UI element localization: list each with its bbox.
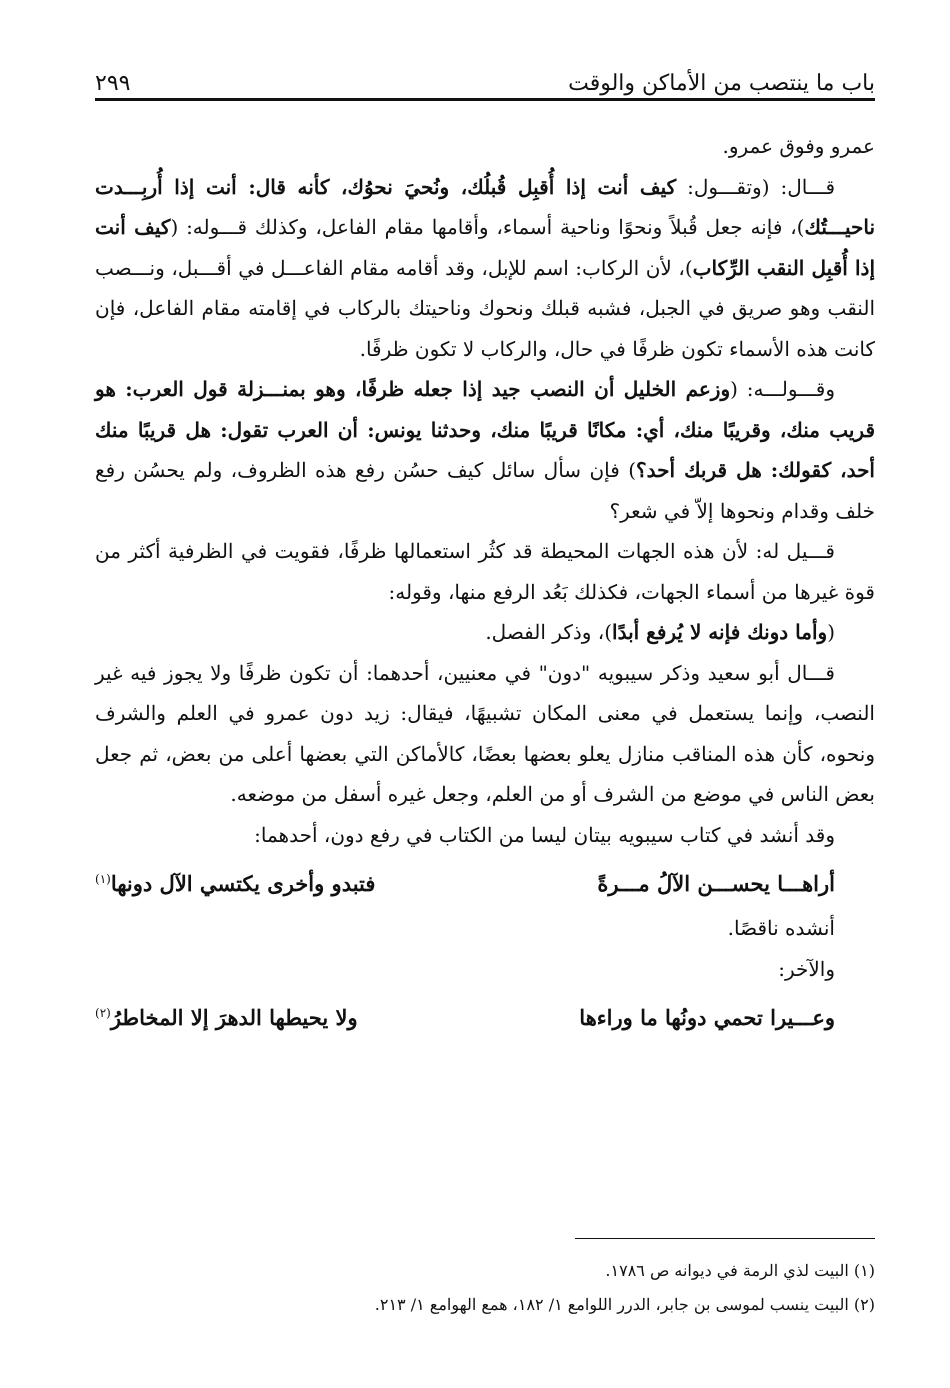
verse-1-second-hemistich — [95, 855, 375, 908]
footnote-2: (٢) البيت ينسب لموسى بن جابر، الدرر اللوامع ١/ ١٨٢، همع الهوامع ١/ ٢١٣. — [374, 1295, 875, 1314]
paragraph-3-intro: وقـــولـــه: ( — [730, 377, 836, 401]
quoted-text: وأما دونك فإنه لا يُرفع أبدًا — [612, 620, 828, 644]
footnotes — [95, 1254, 875, 1322]
paragraph-2-text: )، فإنه جعل قُبلاً ونحوًا وناحية أسماء، وأقامها مقام الفاعل، وكذلك قـــوله: ( — [170, 215, 805, 239]
quoted-text: كيف أنت إذا أُقبِل قُبلُك، ونُحيَ نحوُك، كأنه قال: أنت إذا أُربِـــدت ناحيـــتُك — [95, 174, 876, 239]
footnote-1: (١) البيت لذي الرمة في ديوانه ص ١٧٨٦. — [605, 1261, 875, 1280]
header-divider — [95, 98, 875, 101]
page-number: ٢٩٩ — [95, 71, 131, 96]
footnote-divider — [575, 1238, 875, 1239]
verse-1-second-text: فتبدو وأخرى يكتسي الآل دونها — [110, 871, 376, 896]
paragraph-2-intro: قـــال: (وتقـــول: — [676, 174, 836, 199]
chapter-title: باب ما ينتصب من الأماكن والوقت — [568, 71, 875, 96]
paragraph-2 — [95, 167, 875, 370]
paragraph-3-rest: ) فإن سأل سائل كيف حسُن رفع هذه الظروف، ولم يحسُن رفع خلف وقدام ونحوها إلاّ في شعر؟ — [95, 458, 875, 523]
verse-2 — [95, 989, 875, 1042]
paragraph-1: عمرو وفوق عمرو. — [722, 134, 875, 158]
running-header — [95, 52, 875, 96]
paragraph-7: وقد أنشد في كتاب سيبويه بيتان ليسا من الكتاب في رفع دون، أحدهما: — [254, 822, 835, 847]
verse-2-first-hemistich: وعـــيرا تحمي دونُها ما وراءها — [579, 1005, 835, 1030]
paragraph-8: أنشده ناقصًا. — [727, 916, 835, 940]
verse-1-first-hemistich: أراهـــا يحســـن الآلُ مـــرةً — [597, 871, 835, 896]
paragraph-3 — [95, 369, 875, 531]
paragraph-9: والآخر: — [778, 956, 835, 981]
footnote-ref-2: (٢) — [95, 1006, 111, 1020]
footnote-ref-1: (١) — [95, 872, 111, 886]
verse-2-second-text: ولا يحيطها الدهرَ إلا المخاطرُ — [110, 1005, 358, 1030]
main-text — [95, 126, 875, 1042]
book-page — [95, 0, 875, 1388]
paragraph-4: قـــيل له: لأن هذه الجهات المحيطة قد كثُر استعمالها ظرفًا، فقويت في الظرفية أكثر من قوة غيرها من أسماء الجهات، فكذلك بَعُد الرفع منها، وقوله: — [95, 539, 875, 604]
quoted-text: كيف أنت إذا أُقبِل النقب الرِّكاب — [95, 215, 875, 280]
paragraph-5-open: ( — [827, 620, 835, 644]
quoted-text: وزعم الخليل أن النصب جيد إذا جعله ظرفًا، وهو بمنـــزلة قول العرب: هو قريب منك، وقريبًا منك، أي: مكانًا قريبًا منك، وحدثنا يونس: أن العرب تقول: هل قريبًا منك أحد، كقولك: هل قربك أحد؟ — [95, 377, 875, 482]
paragraph-5-rest: )، وذكر الفصل. — [485, 620, 613, 644]
paragraph-5 — [95, 612, 875, 653]
paragraph-2-rest: )، لأن الركاب: اسم للإبل، وقد أقامه مقام الفاعـــل في أقـــبل، ونـــصب النقب وهو صريق في الجبل، فشبه قبلك ونحوك وناحيتك بالركاب في إقامته مقام الفاعل، فإن كانت هذه الأسماء تكون ظرفًا في حال، والركاب لا تكون ظرفًا. — [95, 255, 875, 361]
paragraph-6: قـــال أبو سعيد وذكر سيبويه "دون" في معنيين، أحدهما: أن تكون ظرفًا ولا يجوز فيه غير النصب، وإنما يستعمل في معنى المكان تشبيهًا، فيقال: زيد دون عمرو في العلم والشرف ونحوه، كأن هذه المناقب منازل يعلو بعضها بعضًا، كالأماكن التي بعضها أعلى من بعض، ثم جعل بعض الناس في موضع من الشرف أو من العلم، وجعل غيره أسفل من موضعه. — [95, 660, 875, 806]
verse-2-second-hemistich — [95, 989, 358, 1042]
verse-1 — [95, 855, 875, 908]
